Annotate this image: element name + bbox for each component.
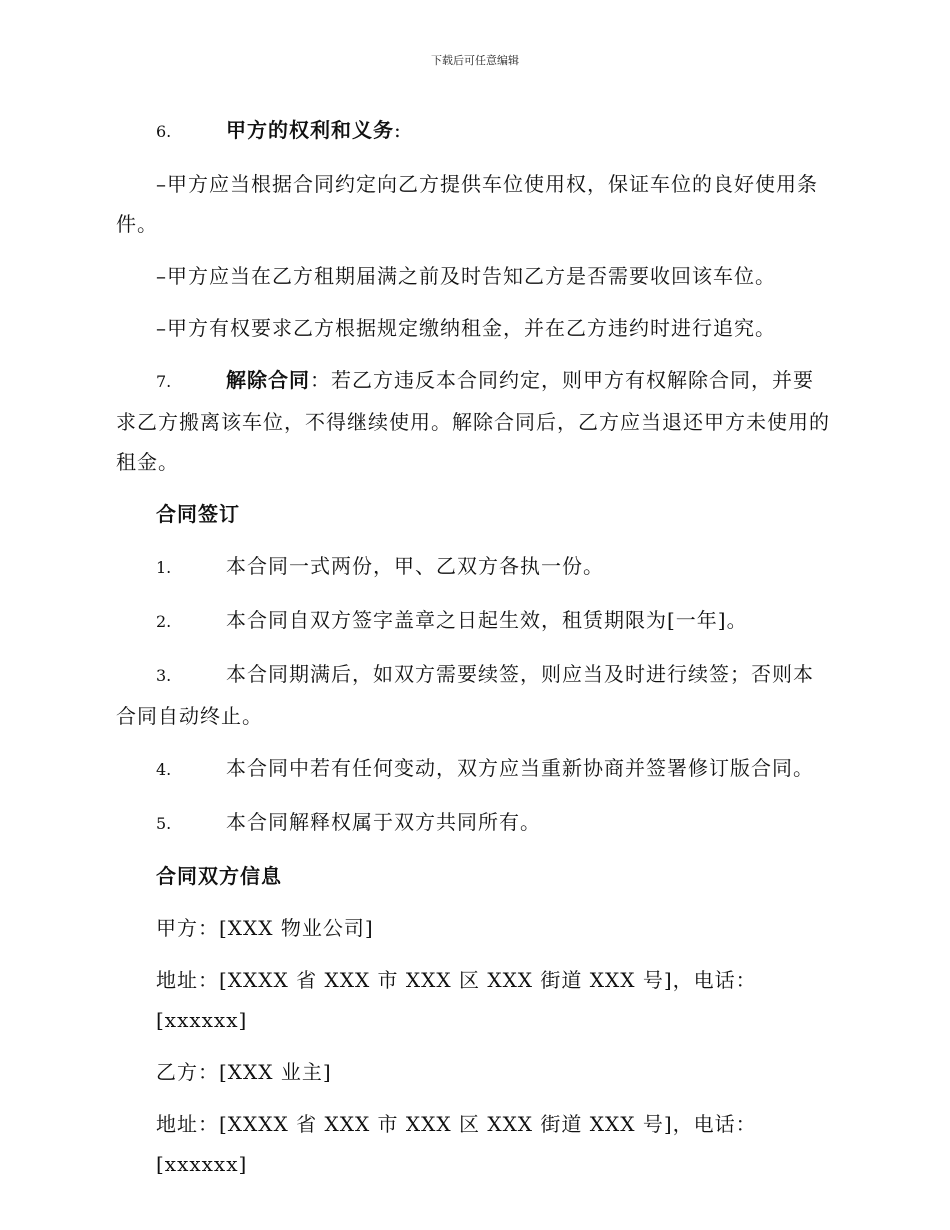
section-title-signing: 合同签订 <box>156 502 240 526</box>
item-number: 1. <box>156 558 172 577</box>
party-b-name: 乙方：[XXX 业主] <box>156 1060 332 1084</box>
clause-text: ：若乙方违反本合同约定，则甲方有权解除合同，并要求乙方搬离该车位，不得继续使用。解除合同后，乙方应当退还甲方未使用的租金。 <box>116 368 830 474</box>
signing-item <box>116 748 832 790</box>
clause-6-item: –甲方有权要求乙方根据规定缴纳租金，并在乙方违约时进行追究。 <box>156 316 776 340</box>
clause-colon: : <box>394 118 402 142</box>
signing-item <box>116 654 832 736</box>
item-number: 2. <box>156 612 172 631</box>
clause-6-heading <box>116 110 832 152</box>
item-text: 本合同自双方签字盖章之日起生效，租赁期限为[一年]。 <box>226 608 748 632</box>
item-text: 本合同一式两份，甲、乙双方各执一份。 <box>226 554 604 578</box>
clause-title: 甲方的权利和义务 <box>226 118 394 142</box>
item-number: 3. <box>156 666 172 685</box>
item-number: 4. <box>156 760 172 779</box>
signing-item <box>116 546 832 588</box>
clause-7 <box>116 360 832 482</box>
signing-item <box>116 600 832 642</box>
item-number: 5. <box>156 814 172 833</box>
party-a-name: 甲方：[XXX 物业公司] <box>156 916 374 940</box>
item-text: 本合同中若有任何变动，双方应当重新协商并签署修订版合同。 <box>226 756 814 780</box>
item-text: 本合同期满后，如双方需要续签，则应当及时进行续签；否则本合同自动终止。 <box>116 662 814 728</box>
clause-6-item: –甲方应当根据合同约定向乙方提供车位使用权，保证车位的良好使用条件。 <box>116 172 818 236</box>
clause-6-item: –甲方应当在乙方租期届满之前及时告知乙方是否需要收回该车位。 <box>156 264 776 288</box>
section-title-parties: 合同双方信息 <box>156 864 282 888</box>
document-body <box>116 110 832 1196</box>
party-b-address: 地址：[XXXX 省 XXX 市 XXX 区 XXX 街道 XXX 号]，电话：[xxxxxx] <box>156 1112 757 1176</box>
item-text: 本合同解释权属于双方共同所有。 <box>226 810 541 834</box>
clause-number: 6. <box>156 122 172 141</box>
clause-title: 解除合同 <box>226 368 310 392</box>
clause-number: 7. <box>156 372 172 391</box>
party-a-address: 地址：[XXXX 省 XXX 市 XXX 区 XXX 街道 XXX 号]，电话：[xxxxxx] <box>156 968 757 1032</box>
page-header: 下载后可任意编辑 <box>431 54 519 67</box>
signing-item <box>116 802 832 844</box>
